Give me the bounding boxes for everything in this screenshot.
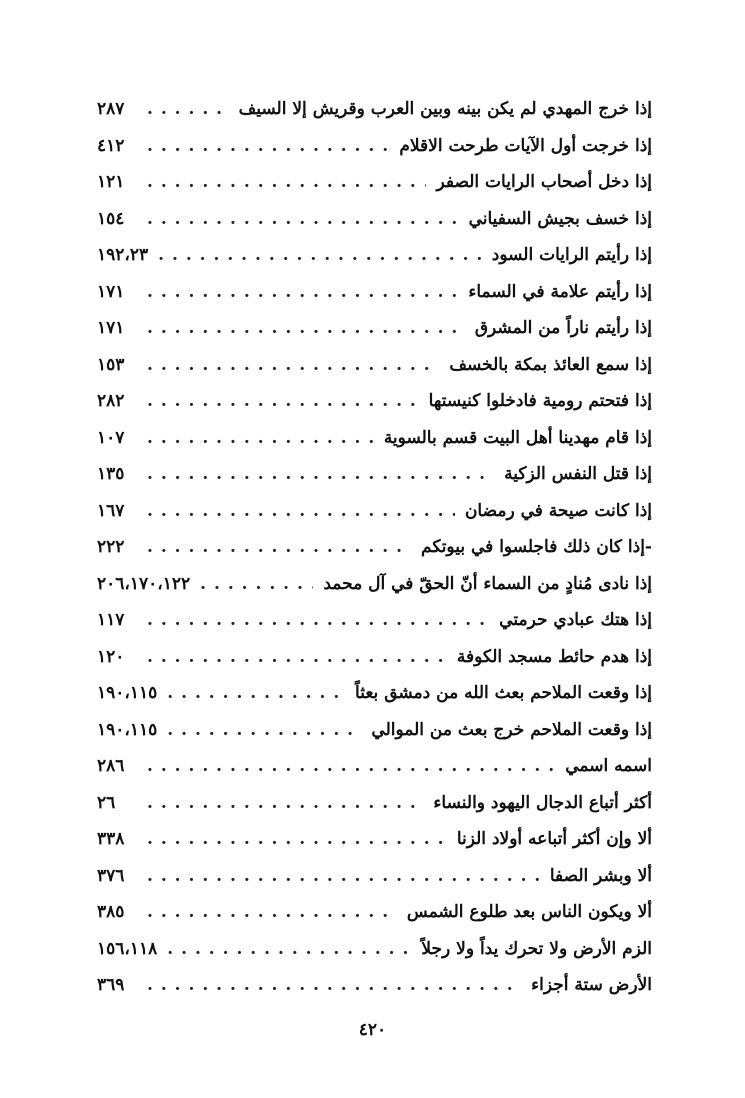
entry-text: الزم الأرض ولا تحرك يداً ولا رجلاً — [421, 938, 652, 959]
index-entry — [97, 164, 652, 201]
index-entry — [97, 894, 652, 931]
entry-pages: ١١٧ — [97, 610, 125, 630]
entry-pages: ١٥٤ — [97, 208, 125, 229]
index-entry — [97, 639, 652, 676]
entry-pages: ٢٢٢ — [97, 537, 125, 557]
dot-leader — [167, 675, 345, 712]
index-entry — [97, 274, 652, 311]
entry-text: إذا هتك عبادي حرمتي — [499, 610, 652, 630]
dot-leader — [147, 310, 465, 347]
index-entry — [97, 237, 652, 274]
index-entry — [97, 420, 652, 457]
dot-leader — [147, 821, 447, 858]
entry-text: إذا رأيتم علامة في السماء — [468, 281, 652, 302]
index-entry — [97, 712, 652, 749]
dot-leader — [158, 237, 482, 274]
index-list — [97, 91, 652, 1004]
index-entry — [97, 493, 652, 530]
index-entry — [97, 675, 652, 712]
index-entry — [97, 91, 652, 128]
dot-leader — [147, 347, 439, 384]
entry-text: إذا وقعت الملاحم خرج بعث من الموالي — [371, 719, 652, 740]
entry-pages: ١٠٧ — [97, 427, 125, 448]
index-entry — [97, 529, 652, 566]
entry-pages: ٢٨٦ — [97, 756, 125, 776]
entry-text: إذا كانت صيحة في رمضان — [464, 500, 652, 521]
index-entry — [97, 310, 652, 347]
entry-pages: ٢٠٦،١٧٠،١٢٢ — [97, 573, 191, 594]
entry-text: إذا خسف بجيش السفياني — [468, 208, 652, 229]
entry-pages: ١٣٥ — [97, 464, 125, 484]
index-entry — [97, 347, 652, 384]
dot-leader — [167, 931, 411, 968]
entry-pages: ١٩٢،٢٣ — [97, 245, 149, 265]
entry-pages: ١٩٠،١١٥ — [97, 683, 158, 703]
dot-leader — [147, 967, 521, 1004]
entry-text: إذا خرجت أول الآيات طرحت الاقلام — [399, 135, 652, 156]
index-entry — [97, 602, 652, 639]
entry-text: إذا هدم حائط مسجد الكوفة — [456, 646, 652, 667]
entry-pages: ١٦٧ — [97, 500, 125, 521]
entry-text: إذا سمع العائذ بمكة بالخسف — [449, 354, 652, 375]
entry-text: ألا وبشر الصفا — [549, 865, 652, 886]
entry-pages: ٣٦٩ — [97, 975, 125, 995]
dot-leader — [147, 164, 426, 201]
entry-text: إذا رأيتم ناراً من المشرق — [474, 318, 652, 338]
entry-text: إذا فتحتم رومية فادخلوا كنيستها — [428, 391, 652, 411]
entry-pages: ١٩٠،١١٥ — [97, 719, 158, 740]
page-number: ٤٢٠ — [358, 1020, 387, 1040]
dot-leader — [147, 493, 455, 530]
dot-leader — [147, 420, 374, 457]
entry-pages: ١٢٠ — [97, 646, 125, 667]
entry-pages: ١٥٦،١١٨ — [97, 938, 158, 959]
entry-pages: ٤١٢ — [97, 135, 125, 156]
dot-leader — [147, 639, 447, 676]
dot-leader — [147, 748, 555, 785]
dot-leader — [147, 274, 458, 311]
entry-pages: ٣٣٨ — [97, 829, 125, 849]
index-entry — [97, 748, 652, 785]
entry-text: ألا ويكون الناس بعد طلوع الشمس — [406, 902, 652, 922]
entry-pages: ٢٨٢ — [97, 391, 125, 411]
entry-pages: ٢٦ — [97, 792, 116, 813]
dot-leader — [147, 602, 489, 639]
dot-leader — [147, 456, 494, 493]
entry-text: إذا وقعت الملاحم بعث الله من دمشق بعثاً — [355, 683, 652, 703]
index-entry — [97, 931, 652, 968]
entry-text: إذا قام مهدينا أهل البيت قسم بالسوية — [383, 427, 652, 448]
dot-leader — [147, 529, 411, 566]
entry-text: الأرض ستة أجزاء — [531, 975, 652, 995]
dot-leader — [147, 201, 459, 238]
index-entry — [97, 821, 652, 858]
entry-pages: ١٧١ — [97, 318, 125, 338]
index-entry — [97, 785, 652, 822]
index-entry — [97, 858, 652, 895]
dot-leader — [147, 858, 540, 895]
index-entry — [97, 967, 652, 1004]
entry-pages: ٢٨٧ — [97, 99, 125, 119]
dot-leader — [147, 383, 419, 420]
entry-text: -إذا كان ذلك فاجلسوا في بيوتكم — [421, 537, 652, 557]
entry-text: أكثر أتباع الدجال اليهود والنساء — [433, 792, 652, 813]
entry-pages: ١٧١ — [97, 281, 125, 302]
dot-leader — [147, 128, 389, 165]
index-entry — [97, 456, 652, 493]
dot-leader — [147, 894, 397, 931]
entry-text: إذا قتل النفس الزكية — [504, 464, 652, 484]
entry-text: اسمه اسمي — [565, 756, 652, 776]
entry-pages: ١٢١ — [97, 172, 125, 192]
dot-leader — [200, 566, 313, 603]
dot-leader — [167, 712, 361, 749]
index-entry — [97, 383, 652, 420]
entry-pages: ١٥٣ — [97, 354, 125, 375]
entry-text: إذا رأيتم الرايات السود — [491, 245, 652, 265]
entry-text: إذا دخل أصحاب الرايات الصفر — [436, 172, 652, 192]
entry-text: إذا خرج المهدي لم يكن بينه وبين العرب وقريش إلا السيف — [238, 99, 652, 119]
entry-pages: ٣٨٥ — [97, 902, 125, 922]
entry-pages: ٣٧٦ — [97, 865, 125, 886]
entry-text: إذا نادى مُنادٍ من السماء أنّ الحقّ في آل محمد — [323, 573, 652, 594]
dot-leader — [147, 91, 229, 128]
index-entry — [97, 566, 652, 603]
entry-text: ألا وإن أكثر أتباعه أولاد الزنا — [456, 829, 652, 849]
index-entry — [97, 128, 652, 165]
index-entry — [97, 201, 652, 238]
dot-leader — [147, 785, 423, 822]
